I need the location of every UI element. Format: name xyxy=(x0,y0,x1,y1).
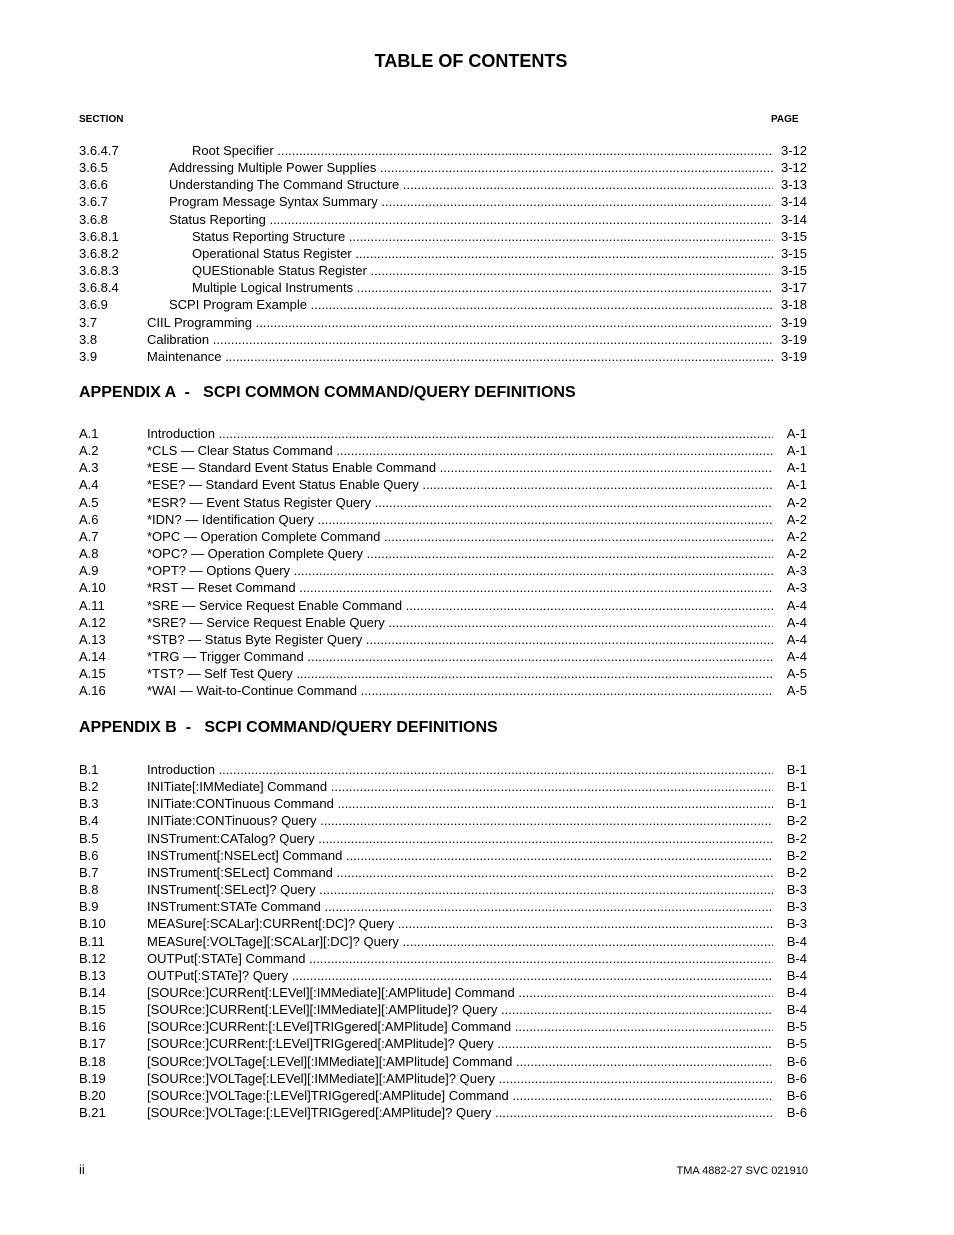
toc-row-page: A-1 xyxy=(775,476,807,493)
toc-row-number: 3.6.7 xyxy=(79,194,108,210)
toc-row-page: 3-14 xyxy=(775,193,807,210)
toc-row-number: 3.6.8.4 xyxy=(79,280,119,296)
toc-row-number: 3.6.8.3 xyxy=(79,263,119,278)
toc-row[interactable] xyxy=(79,950,807,967)
toc-row-page: B-3 xyxy=(775,898,807,915)
toc-row-number: A.4 xyxy=(79,477,99,493)
toc-row-title[interactable]: *TRG — Trigger Command ..... xyxy=(147,648,773,665)
toc-row-page: 3-17 xyxy=(775,279,807,296)
toc-row-title[interactable]: CIIL Programming ..... xyxy=(147,314,773,331)
toc-row[interactable] xyxy=(79,648,807,665)
toc-row-page: B-4 xyxy=(775,984,807,1001)
toc-row[interactable] xyxy=(79,176,807,193)
toc-row-number: 3.6.8.2 xyxy=(79,245,119,261)
toc-row-title[interactable]: [SOURce:]VOLTage:[:LEVel]TRIGgered[:AMPlitude] Command ..... xyxy=(147,1087,773,1104)
toc-row-title[interactable]: INITiate[:IMMediate] Command ..... xyxy=(147,778,773,795)
toc-row-page: B-3 xyxy=(775,915,807,932)
toc-row-page: B-6 xyxy=(775,1053,807,1070)
toc-row-title[interactable]: [SOURce:]VOLTage:[:LEVel]TRIGgered[:AMPlitude]? Query ..... xyxy=(147,1104,773,1121)
toc-row-page: 3-18 xyxy=(775,296,807,313)
toc-row-number: A.6 xyxy=(79,511,99,527)
toc-row-number: A.7 xyxy=(79,528,99,544)
toc-row-page: 3-15 xyxy=(775,228,807,245)
toc-row-number: A.8 xyxy=(79,546,99,561)
toc-row[interactable] xyxy=(79,193,807,210)
toc-row-page: A-4 xyxy=(775,614,807,631)
toc-row-title[interactable]: *OPC? — Operation Complete Query ..... xyxy=(147,545,773,562)
toc-row-number: 3.8 xyxy=(79,331,98,347)
toc-row-title[interactable]: *IDN? — Identification Query ..... xyxy=(147,511,773,528)
toc-row[interactable] xyxy=(79,795,807,812)
toc-row-page: A-2 xyxy=(775,545,807,562)
toc-row-number: B.8 xyxy=(79,882,99,897)
toc-row-number: A.16 xyxy=(79,683,106,699)
toc-row[interactable] xyxy=(79,142,807,159)
toc-row[interactable] xyxy=(79,778,807,795)
toc-row-page: B-4 xyxy=(775,967,807,984)
toc-row-page: B-2 xyxy=(775,812,807,829)
toc-row-number: B.12 xyxy=(79,950,106,966)
toc-row-title[interactable]: MEASure[:SCALar]:CURRent[:DC]? Query ..... xyxy=(147,915,773,932)
toc-row-number: A.5 xyxy=(79,494,99,510)
toc-row-title[interactable]: *TST? — Self Test Query ..... xyxy=(147,665,773,682)
toc-row-number: A.13 xyxy=(79,631,106,647)
toc-row-title[interactable]: Addressing Multiple Power Supplies ..... xyxy=(169,159,773,176)
toc-row[interactable] xyxy=(79,211,807,228)
toc-row[interactable] xyxy=(79,812,807,829)
toc-row-page: 3-19 xyxy=(775,331,807,348)
toc-row-page: A-1 xyxy=(775,459,807,476)
toc-row[interactable] xyxy=(79,348,807,365)
toc-row-title[interactable]: Root Specifier ..... xyxy=(192,142,773,159)
toc-row-number: B.2 xyxy=(79,779,99,795)
toc-row[interactable] xyxy=(79,682,807,699)
toc-row[interactable] xyxy=(79,864,807,881)
toc-row-title[interactable]: Maintenance ..... xyxy=(147,348,773,365)
page-column-header: PAGE xyxy=(771,114,799,125)
toc-row-number: B.1 xyxy=(79,762,99,777)
toc-row-page: 3-14 xyxy=(775,211,807,228)
toc-row-number: 3.6.5 xyxy=(79,160,108,176)
toc-row-page: B-5 xyxy=(775,1035,807,1052)
toc-row[interactable] xyxy=(79,898,807,915)
toc-row-title[interactable]: Operational Status Register ..... xyxy=(192,245,773,262)
toc-row-title[interactable]: Calibration ..... xyxy=(147,331,773,348)
toc-row[interactable] xyxy=(79,1053,807,1070)
toc-row-number: B.5 xyxy=(79,830,99,846)
toc-row-title[interactable]: *ESE — Standard Event Status Enable Command ..... xyxy=(147,459,773,476)
toc-row-page: B-6 xyxy=(775,1104,807,1121)
toc-row-title[interactable]: *ESE? — Standard Event Status Enable Query ..... xyxy=(147,476,773,493)
toc-row-number: A.14 xyxy=(79,648,106,664)
toc-row-page: B-5 xyxy=(775,1018,807,1035)
toc-row-number: 3.6.8 xyxy=(79,211,108,227)
toc-row-number: B.18 xyxy=(79,1053,106,1069)
toc-row-page: 3-13 xyxy=(775,176,807,193)
toc-row-page: A-4 xyxy=(775,597,807,614)
toc-row-page: A-2 xyxy=(775,528,807,545)
toc-row-title[interactable]: Introduction ..... xyxy=(147,425,773,442)
toc-row[interactable] xyxy=(79,1104,807,1121)
toc-row[interactable] xyxy=(79,245,807,262)
toc-row-number: B.15 xyxy=(79,1002,106,1018)
toc-row[interactable] xyxy=(79,1018,807,1035)
toc-row-page: B-4 xyxy=(775,950,807,967)
toc-row[interactable] xyxy=(79,665,807,682)
toc-row[interactable] xyxy=(79,442,807,459)
toc-row[interactable] xyxy=(79,159,807,176)
toc-row-title[interactable]: *CLS — Clear Status Command ..... xyxy=(147,442,773,459)
toc-row-title[interactable]: Multiple Logical Instruments ..... xyxy=(192,279,773,296)
toc-row-title[interactable]: [SOURce:]VOLTage[:LEVel][:IMMediate][:AMPlitude]? Query ..... xyxy=(147,1070,773,1087)
toc-row-number: A.2 xyxy=(79,443,99,459)
toc-row-title[interactable]: QUEStionable Status Register ..... xyxy=(192,262,773,279)
toc-row-number: 3.6.4.7 xyxy=(79,143,119,158)
toc-row-title[interactable]: SCPI Program Example ..... xyxy=(169,296,773,313)
toc-row[interactable] xyxy=(79,1087,807,1104)
toc-row[interactable] xyxy=(79,761,807,778)
toc-row-title[interactable]: INSTrument:STATe Command ..... xyxy=(147,898,773,915)
toc-row-number: 3.7 xyxy=(79,314,98,330)
toc-row-page: B-4 xyxy=(775,1001,807,1018)
toc-row-title[interactable]: INSTrument[:NSELect] Command ..... xyxy=(147,847,773,864)
toc-row[interactable] xyxy=(79,847,807,864)
toc-row-page: 3-12 xyxy=(775,159,807,176)
toc-row-title[interactable]: OUTPut[:STATe]? Query ..... xyxy=(147,967,773,984)
toc-row-title[interactable]: *RST — Reset Command ..... xyxy=(147,579,773,596)
toc-row-page: 3-19 xyxy=(775,314,807,331)
toc-row[interactable] xyxy=(79,915,807,932)
toc-row[interactable] xyxy=(79,933,807,950)
toc-row-page: B-4 xyxy=(775,933,807,950)
toc-row[interactable] xyxy=(79,476,807,493)
toc-row-title[interactable]: *STB? — Status Byte Register Query ..... xyxy=(147,631,773,648)
appendix-heading: APPENDIX B - SCPI COMMAND/QUERY DEFINITIONS xyxy=(79,719,498,736)
toc-row[interactable] xyxy=(79,614,807,631)
toc-row-title[interactable]: *OPT? — Options Query ..... xyxy=(147,562,773,579)
toc-row-page: A-1 xyxy=(775,442,807,459)
toc-row-page: B-6 xyxy=(775,1070,807,1087)
toc-row-number: A.15 xyxy=(79,666,106,682)
toc-row-number: B.7 xyxy=(79,864,99,880)
toc-row[interactable] xyxy=(79,1070,807,1087)
toc-row[interactable] xyxy=(79,984,807,1001)
toc-row-title[interactable]: Status Reporting ..... xyxy=(169,211,773,228)
toc-row-title[interactable]: INITiate:CONTinuous Command ..... xyxy=(147,795,773,812)
toc-row[interactable] xyxy=(79,967,807,984)
footer-page-number: ii xyxy=(79,1162,85,1177)
toc-row-title[interactable]: [SOURce:]CURRent[:LEVel][:IMMediate][:AMPlitude] Command ..... xyxy=(147,984,773,1001)
toc-row-page: A-4 xyxy=(775,648,807,665)
toc-row-title[interactable]: Program Message Syntax Summary ..... xyxy=(169,193,773,210)
toc-row[interactable] xyxy=(79,511,807,528)
toc-row[interactable] xyxy=(79,279,807,296)
toc-row-page: B-1 xyxy=(775,778,807,795)
toc-row-page: B-2 xyxy=(775,847,807,864)
toc-row-number: B.16 xyxy=(79,1019,106,1035)
toc-row-number: B.10 xyxy=(79,916,106,932)
toc-row[interactable] xyxy=(79,425,807,442)
toc-row-title[interactable]: *SRE? — Service Request Enable Query ..... xyxy=(147,614,773,631)
toc-row-title[interactable]: INSTrument[:SELect]? Query ..... xyxy=(147,881,773,898)
toc-row-title[interactable]: Introduction ..... xyxy=(147,761,773,778)
toc-row-number: 3.6.9 xyxy=(79,297,108,313)
toc-row-number: B.6 xyxy=(79,847,99,863)
footer-doc-id: TMA 4882-27 SVC 021910 xyxy=(676,1165,808,1177)
page-title: TABLE OF CONTENTS xyxy=(374,51,568,71)
toc-row[interactable] xyxy=(79,331,807,348)
toc-row-page: B-2 xyxy=(775,830,807,847)
toc-row-number: B.3 xyxy=(79,796,99,812)
toc-row[interactable] xyxy=(79,545,807,562)
toc-row-page: 3-12 xyxy=(775,142,807,159)
toc-row-number: A.11 xyxy=(79,597,105,613)
toc-row-page: A-5 xyxy=(775,665,807,682)
toc-row-number: A.1 xyxy=(79,426,99,441)
toc-row[interactable] xyxy=(79,296,807,313)
toc-row[interactable] xyxy=(79,528,807,545)
toc-row-page: B-1 xyxy=(775,761,807,778)
toc-row[interactable] xyxy=(79,597,807,614)
toc-row-number: B.9 xyxy=(79,899,99,915)
toc-row-title[interactable]: INSTrument:CATalog? Query ..... xyxy=(147,830,773,847)
appendix-heading: APPENDIX A - SCPI COMMON COMMAND/QUERY DEFINITIONS xyxy=(79,384,576,401)
toc-row-number: A.3 xyxy=(79,460,99,476)
toc-row[interactable] xyxy=(79,1001,807,1018)
toc-row[interactable] xyxy=(79,830,807,847)
toc-row-page: A-1 xyxy=(775,425,807,442)
toc-row[interactable] xyxy=(79,881,807,898)
toc-row-page: A-3 xyxy=(775,579,807,596)
toc-row-page: A-2 xyxy=(775,494,807,511)
toc-row-number: A.10 xyxy=(79,580,106,596)
toc-row-page: B-1 xyxy=(775,795,807,812)
toc-row[interactable] xyxy=(79,459,807,476)
toc-row-number: B.14 xyxy=(79,984,106,1000)
toc-row[interactable] xyxy=(79,562,807,579)
toc-row-number: B.20 xyxy=(79,1087,106,1103)
section-column-header: SECTION xyxy=(79,114,124,125)
toc-row[interactable] xyxy=(79,314,807,331)
toc-row-number: A.12 xyxy=(79,614,106,630)
toc-row-page: A-5 xyxy=(775,682,807,699)
toc-row[interactable] xyxy=(79,1035,807,1052)
toc-row[interactable] xyxy=(79,579,807,596)
toc-row-title[interactable]: INITiate:CONTinuous? Query ..... xyxy=(147,812,773,829)
toc-row-page: B-2 xyxy=(775,864,807,881)
toc-row-number: A.9 xyxy=(79,563,99,579)
toc-row-page: B-6 xyxy=(775,1087,807,1104)
toc-row-title[interactable]: [SOURce:]CURRent:[:LEVel]TRIGgered[:AMPlitude] Command ..... xyxy=(147,1018,773,1035)
toc-row[interactable] xyxy=(79,228,807,245)
toc-row-number: 3.9 xyxy=(79,348,98,364)
toc-row-title[interactable]: *OPC — Operation Complete Command ..... xyxy=(147,528,773,545)
toc-row-number: B.17 xyxy=(79,1036,106,1052)
toc-row-number: B.4 xyxy=(79,813,99,829)
toc-row-title[interactable]: Understanding The Command Structure ..... xyxy=(169,176,773,193)
toc-row-title[interactable]: [SOURce:]CURRent:[:LEVel]TRIGgered[:AMPlitude]? Query ..... xyxy=(147,1035,773,1052)
toc-row-title[interactable]: OUTPut[:STATe] Command ..... xyxy=(147,950,773,967)
toc-row[interactable] xyxy=(79,631,807,648)
toc-row-page: A-2 xyxy=(775,511,807,528)
toc-row-title[interactable]: [SOURce:]VOLTage[:LEVel][:IMMediate][:AMPlitude] Command ..... xyxy=(147,1053,773,1070)
toc-row-page: 3-15 xyxy=(775,245,807,262)
toc-row-number: B.11 xyxy=(79,933,105,949)
toc-row-number: B.19 xyxy=(79,1070,106,1086)
toc-row-page: B-3 xyxy=(775,881,807,898)
toc-row[interactable] xyxy=(79,494,807,511)
toc-row[interactable] xyxy=(79,262,807,279)
toc-row-page: A-3 xyxy=(775,562,807,579)
toc-row-title[interactable]: [SOURce:]CURRent[:LEVel][:IMMediate][:AMPlitude]? Query ..... xyxy=(147,1001,773,1018)
toc-row-title[interactable]: Status Reporting Structure ..... xyxy=(192,228,773,245)
toc-row-number: B.13 xyxy=(79,967,106,983)
toc-row-page: A-4 xyxy=(775,631,807,648)
toc-row-page: 3-15 xyxy=(775,262,807,279)
toc-row-number: B.21 xyxy=(79,1105,106,1120)
toc-row-title[interactable]: *WAI — Wait-to-Continue Command ..... xyxy=(147,682,773,699)
toc-row-number: 3.6.8.1 xyxy=(79,228,119,244)
toc-row-title[interactable]: *SRE — Service Request Enable Command ..... xyxy=(147,597,773,614)
toc-row-title[interactable]: *ESR? — Event Status Register Query ..... xyxy=(147,494,773,511)
toc-row-title[interactable]: MEASure[:VOLTage][:SCALar][:DC]? Query ..... xyxy=(147,933,773,950)
toc-row-number: 3.6.6 xyxy=(79,177,108,193)
toc-row-title[interactable]: INSTrument[:SELect] Command ..... xyxy=(147,864,773,881)
toc-row-page: 3-19 xyxy=(775,348,807,365)
